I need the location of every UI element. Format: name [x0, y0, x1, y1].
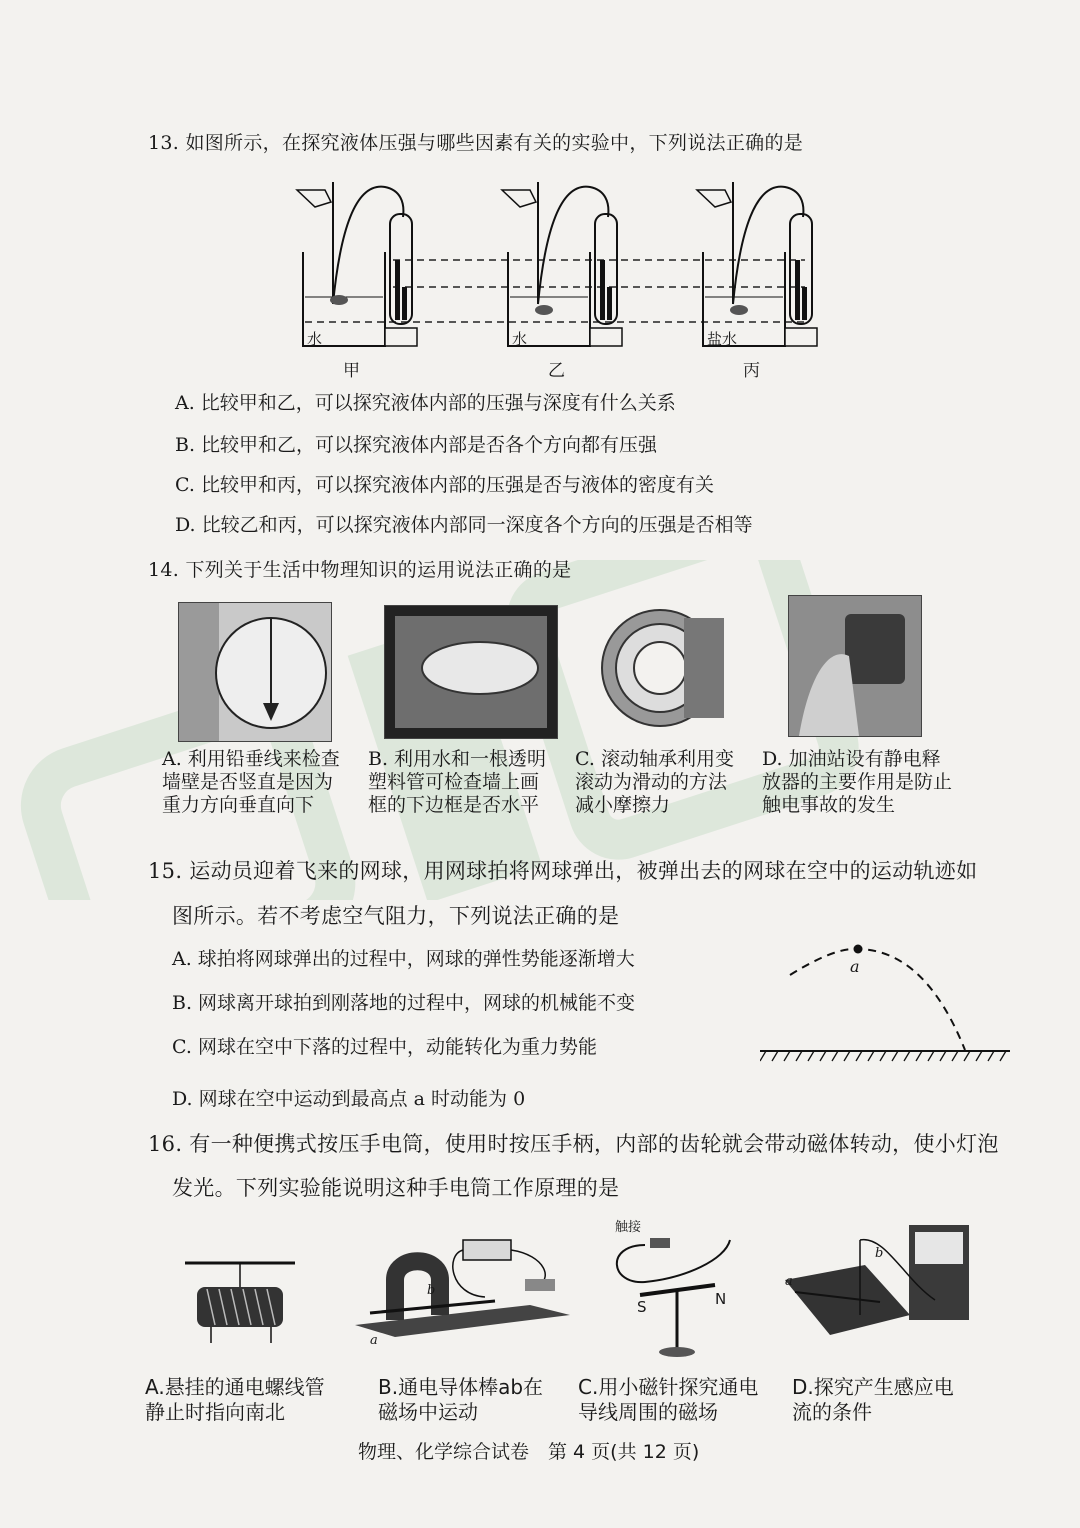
touch-label: 触接	[615, 1220, 642, 1235]
north-pole-label: N	[715, 1290, 727, 1308]
fig-d-label-b: b	[875, 1246, 884, 1261]
trajectory-figure	[760, 935, 1010, 1070]
q15-option-c: C. 网球在空中下落的过程中，动能转化为重力势能	[172, 1036, 597, 1058]
compass-needle-figure	[605, 1220, 745, 1370]
q14-caption-a: A. 利用铅垂线来检查墙壁是否竖直是因为重力方向垂直向下	[162, 748, 340, 816]
q16-caption-c: C.用小磁针探究通电导线周围的磁场	[578, 1375, 759, 1424]
liquid-label-2: 水	[512, 330, 528, 348]
q15-stem-line2: 图所示。若不考虑空气阻力，下列说法正确的是	[172, 904, 620, 928]
q13-option-a: A. 比较甲和乙，可以探究液体内部的压强与深度有什么关系	[175, 392, 676, 414]
static-discharger-photo	[788, 595, 922, 737]
q15-option-a: A. 球拍将网球弹出的过程中，网球的弹性势能逐渐增大	[172, 948, 635, 970]
q14-caption-d: D. 加油站设有静电释放器的主要作用是防止触电事故的发生	[762, 748, 953, 816]
plumb-line-photo	[178, 602, 332, 742]
q16-stem-line2: 发光。下列实验能说明这种手电筒工作原理的是	[172, 1176, 620, 1200]
conductor-rod-figure	[345, 1235, 580, 1355]
solenoid-figure	[185, 1255, 295, 1355]
figure-label-bing: 丙	[743, 361, 760, 381]
fig-b-label-b: b	[427, 1283, 436, 1298]
q16-caption-a: A.悬挂的通电螺线管静止时指向南北	[145, 1375, 325, 1424]
bearing-photo	[600, 598, 730, 738]
q15-stem-line1: 15. 运动员迎着飞来的网球，用网球拍将网球弹出，被弹出去的网球在空中的运动轨迹如	[148, 859, 978, 883]
q16-caption-b: B.通电导体棒ab在磁场中运动	[378, 1375, 544, 1424]
south-pole-label: S	[637, 1298, 647, 1316]
q16-caption-d: D.探究产生感应电流的条件	[792, 1375, 954, 1424]
liquid-label-1: 水	[307, 330, 323, 348]
page-footer: 物理、化学综合试卷 第 4 页(共 12 页)	[358, 1441, 700, 1463]
level-tube-photo	[384, 605, 558, 739]
q13-option-c: C. 比较甲和丙，可以探究液体内部的压强是否与液体的密度有关	[175, 474, 714, 496]
q15-option-d: D. 网球在空中运动到最高点 a 时动能为 0	[172, 1088, 526, 1110]
figure-label-jia: 甲	[343, 361, 360, 381]
q13-stem: 13. 如图所示，在探究液体压强与哪些因素有关的实验中，下列说法正确的是	[148, 132, 804, 154]
liquid-label-3: 盐水	[707, 330, 738, 348]
q14-stem: 14. 下列关于生活中物理知识的运用说法正确的是	[148, 559, 572, 581]
q13-option-d: D. 比较乙和丙，可以探究液体内部同一深度各个方向的压强是否相等	[175, 514, 753, 536]
q14-caption-c: C. 滚动轴承利用变滚动为滑动的方法减小摩擦力	[575, 748, 734, 816]
fig-d-label-a: a	[785, 1274, 793, 1289]
fig-b-label-a: a	[370, 1333, 378, 1348]
q16-stem-line1: 16. 有一种便携式按压手电筒，使用时按压手柄，内部的齿轮就会带动磁体转动，使小灯泡	[148, 1132, 999, 1156]
q13-option-b: B. 比较甲和乙，可以探究液体内部是否各个方向都有压强	[175, 434, 658, 456]
figure-label-yi: 乙	[548, 361, 565, 381]
q14-caption-b: B. 利用水和一根透明塑料管可检查墙上画框的下边框是否水平	[368, 748, 547, 816]
point-a-label: a	[850, 957, 860, 976]
q15-option-b: B. 网球离开球拍到刚落地的过程中，网球的机械能不变	[172, 992, 636, 1014]
induction-figure	[785, 1220, 985, 1365]
q13-figure	[285, 172, 835, 382]
